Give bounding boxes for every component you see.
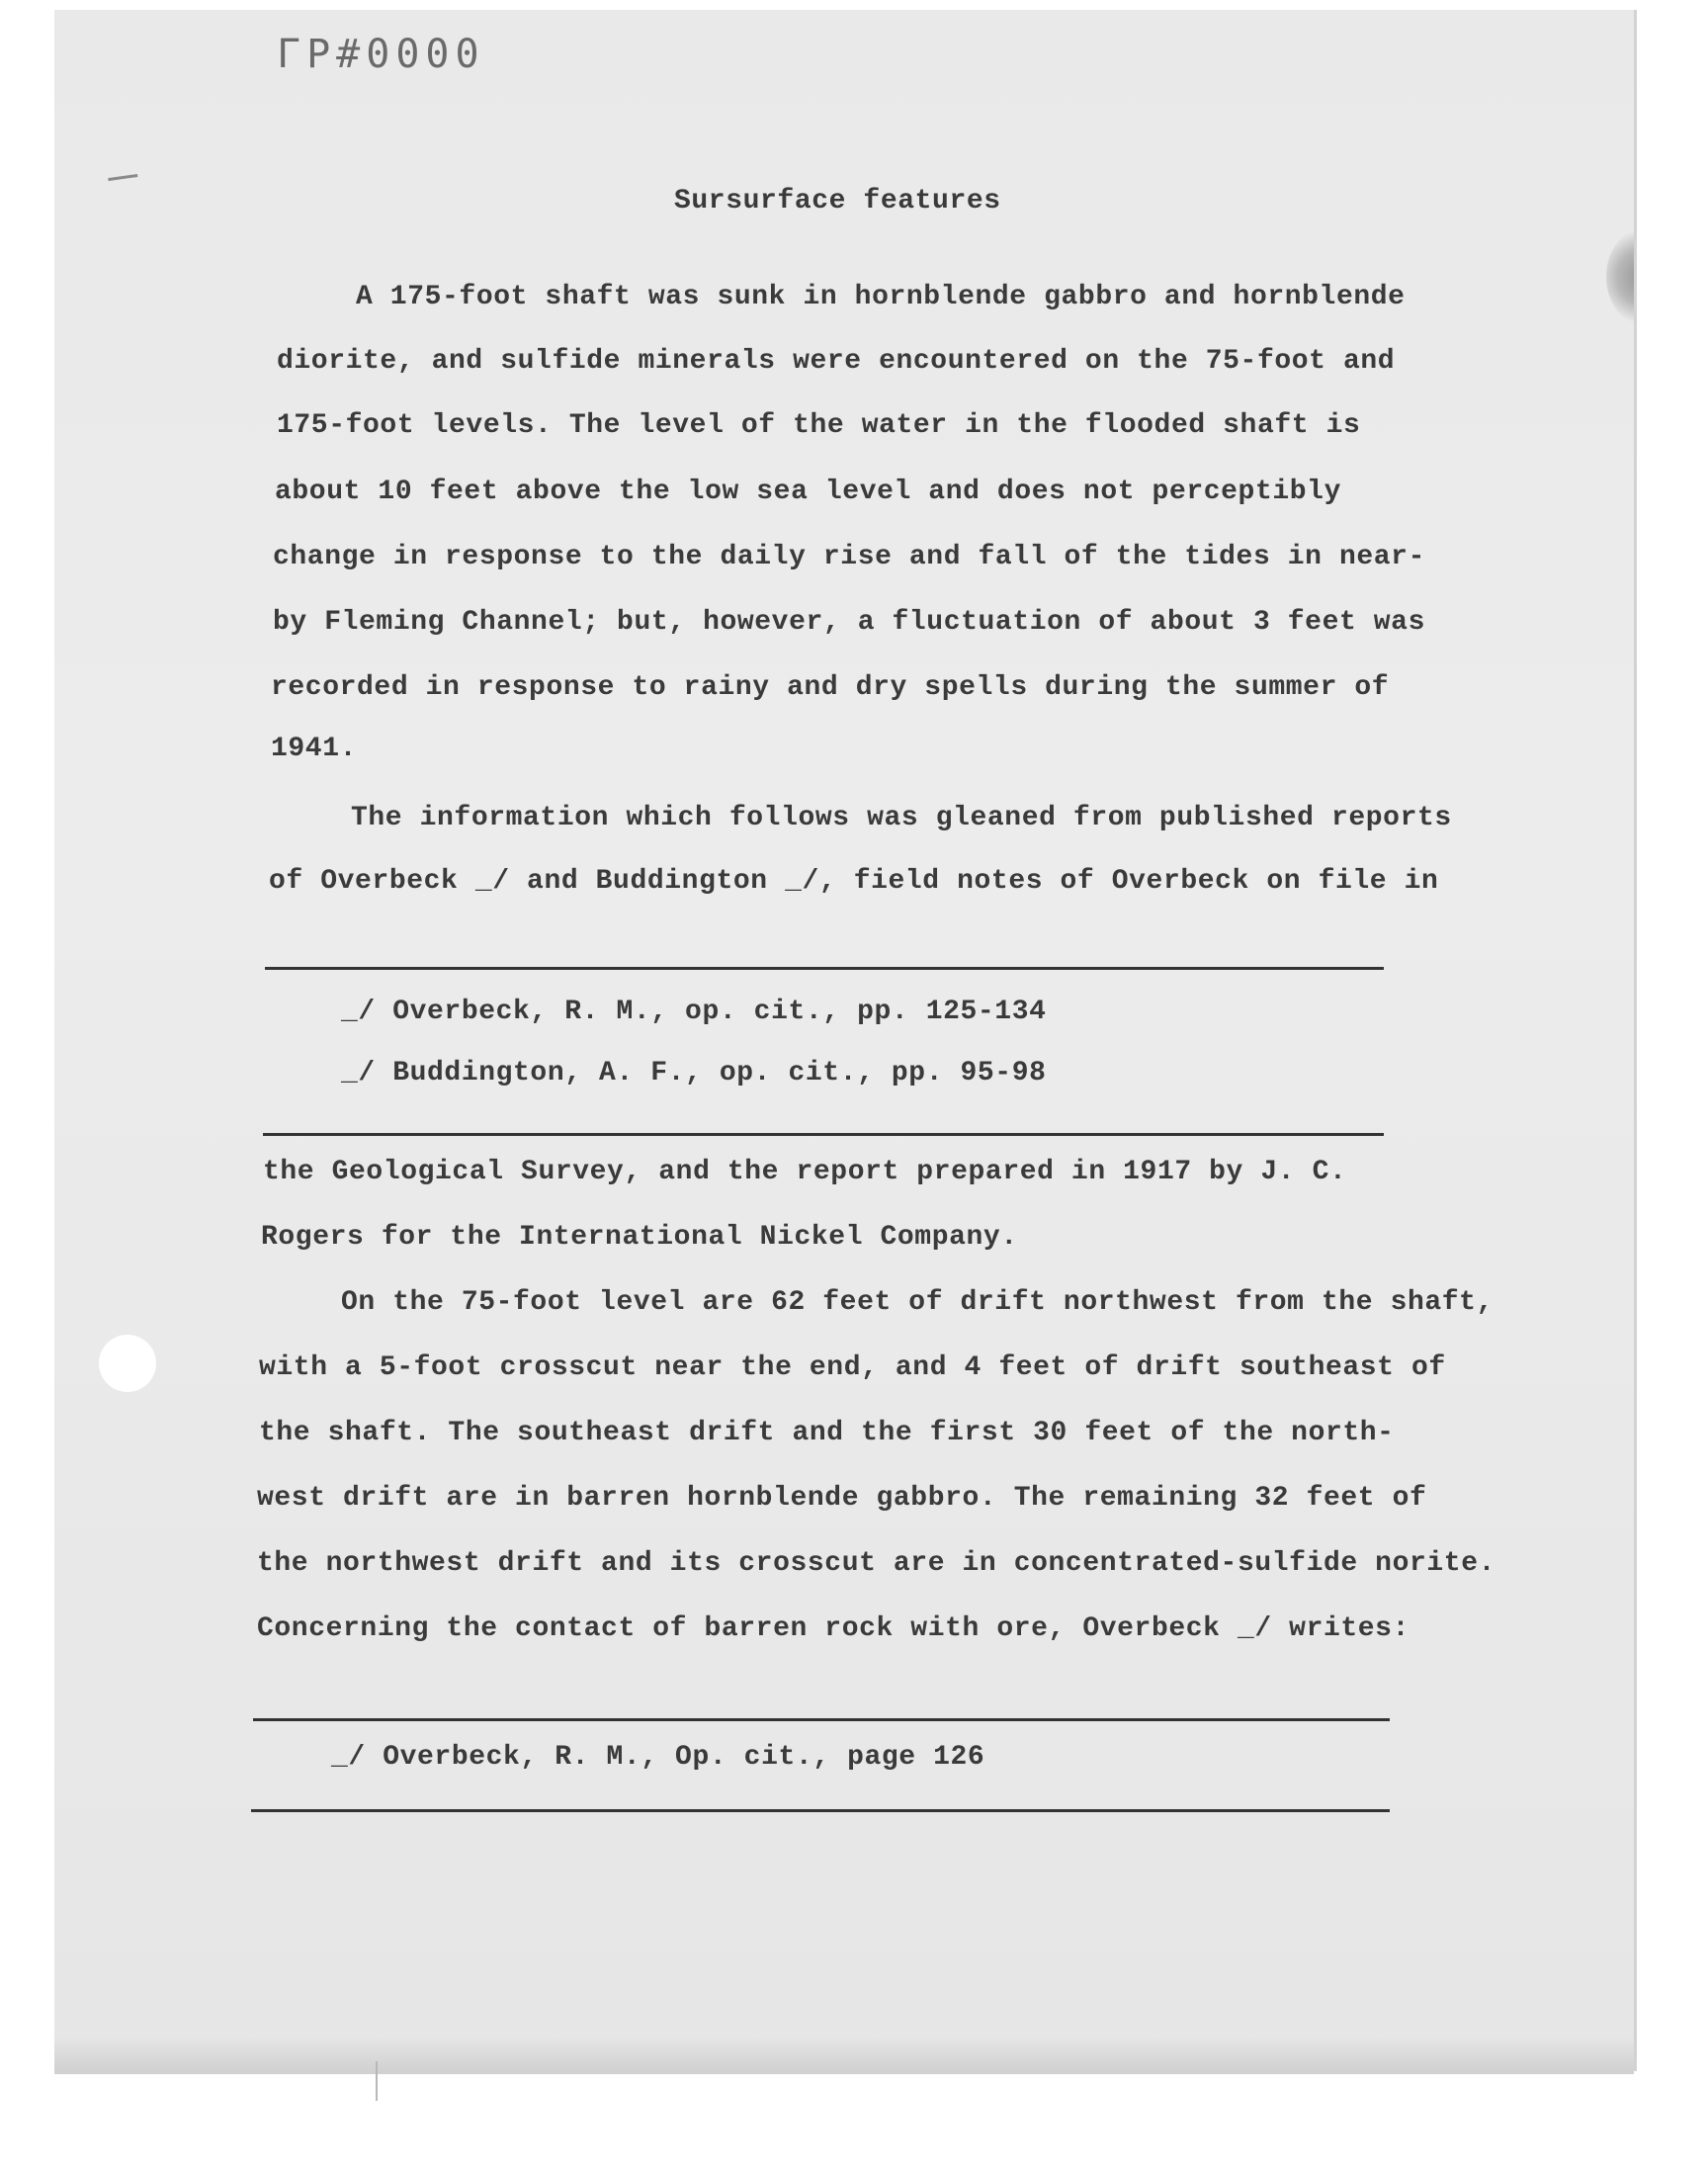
footnote-rule-bottom bbox=[251, 1809, 1390, 1812]
footnote-line: _/ Buddington, A. F., op. cit., pp. 95-98 bbox=[341, 1058, 1047, 1088]
text-line: the shaft. The southeast drift and the first 30 feet of the north- bbox=[259, 1418, 1395, 1448]
text-line: with a 5-foot crosscut near the end, and 4 feet of drift southeast of bbox=[259, 1352, 1446, 1383]
text-line: by Fleming Channel; but, however, a fluctuation of about 3 feet was bbox=[273, 607, 1425, 638]
footnote-rule-bottom bbox=[263, 1133, 1384, 1136]
footnote-rule-top bbox=[253, 1718, 1390, 1721]
text-line: 1941. bbox=[271, 734, 358, 764]
staple-mark bbox=[108, 174, 139, 191]
text-line: diorite, and sulfide minerals were encountered on the 75-foot and bbox=[277, 346, 1396, 377]
text-line: the Geological Survey, and the report prepared in 1917 by J. C. bbox=[263, 1157, 1347, 1187]
punch-hole bbox=[99, 1335, 156, 1392]
scan-edge-mark bbox=[376, 2061, 378, 2101]
text-line: Rogers for the International Nickel Company. bbox=[261, 1222, 1018, 1253]
text-line: the northwest drift and its crosscut are in concentrated-sulfide norite. bbox=[257, 1548, 1495, 1579]
text-line: The information which follows was gleaned from published reports bbox=[351, 803, 1452, 833]
footnote-line: _/ Overbeck, R. M., op. cit., pp. 125-134 bbox=[341, 997, 1047, 1027]
footnote-rule-top bbox=[265, 967, 1384, 970]
text-line: On the 75-foot level are 62 feet of drift northwest from the shaft, bbox=[341, 1287, 1494, 1318]
text-line: of Overbeck _/ and Buddington _/, field notes of Overbeck on file in bbox=[269, 866, 1439, 897]
page-title: Sursurface features bbox=[674, 186, 1001, 217]
scan-edge-shadow bbox=[54, 2037, 1634, 2074]
text-line: Concerning the contact of barren rock with ore, Overbeck _/ writes: bbox=[257, 1613, 1409, 1644]
smudge bbox=[1606, 227, 1637, 326]
document-stamp: ΓΡ#0000 bbox=[277, 32, 485, 77]
text-line: 175-foot levels. The level of the water in the flooded shaft is bbox=[277, 410, 1361, 441]
text-line: recorded in response to rainy and dry spells during the summer of bbox=[271, 672, 1390, 703]
footnote-line: _/ Overbeck, R. M., Op. cit., page 126 bbox=[331, 1742, 985, 1773]
text-line: change in response to the daily rise and fall of the tides in near- bbox=[273, 542, 1425, 572]
text-line: west drift are in barren hornblende gabbro. The remaining 32 feet of bbox=[257, 1483, 1427, 1514]
text-line: A 175-foot shaft was sunk in hornblende gabbro and hornblende bbox=[356, 282, 1406, 312]
text-line: about 10 feet above the low sea level and does not perceptibly bbox=[275, 477, 1341, 507]
